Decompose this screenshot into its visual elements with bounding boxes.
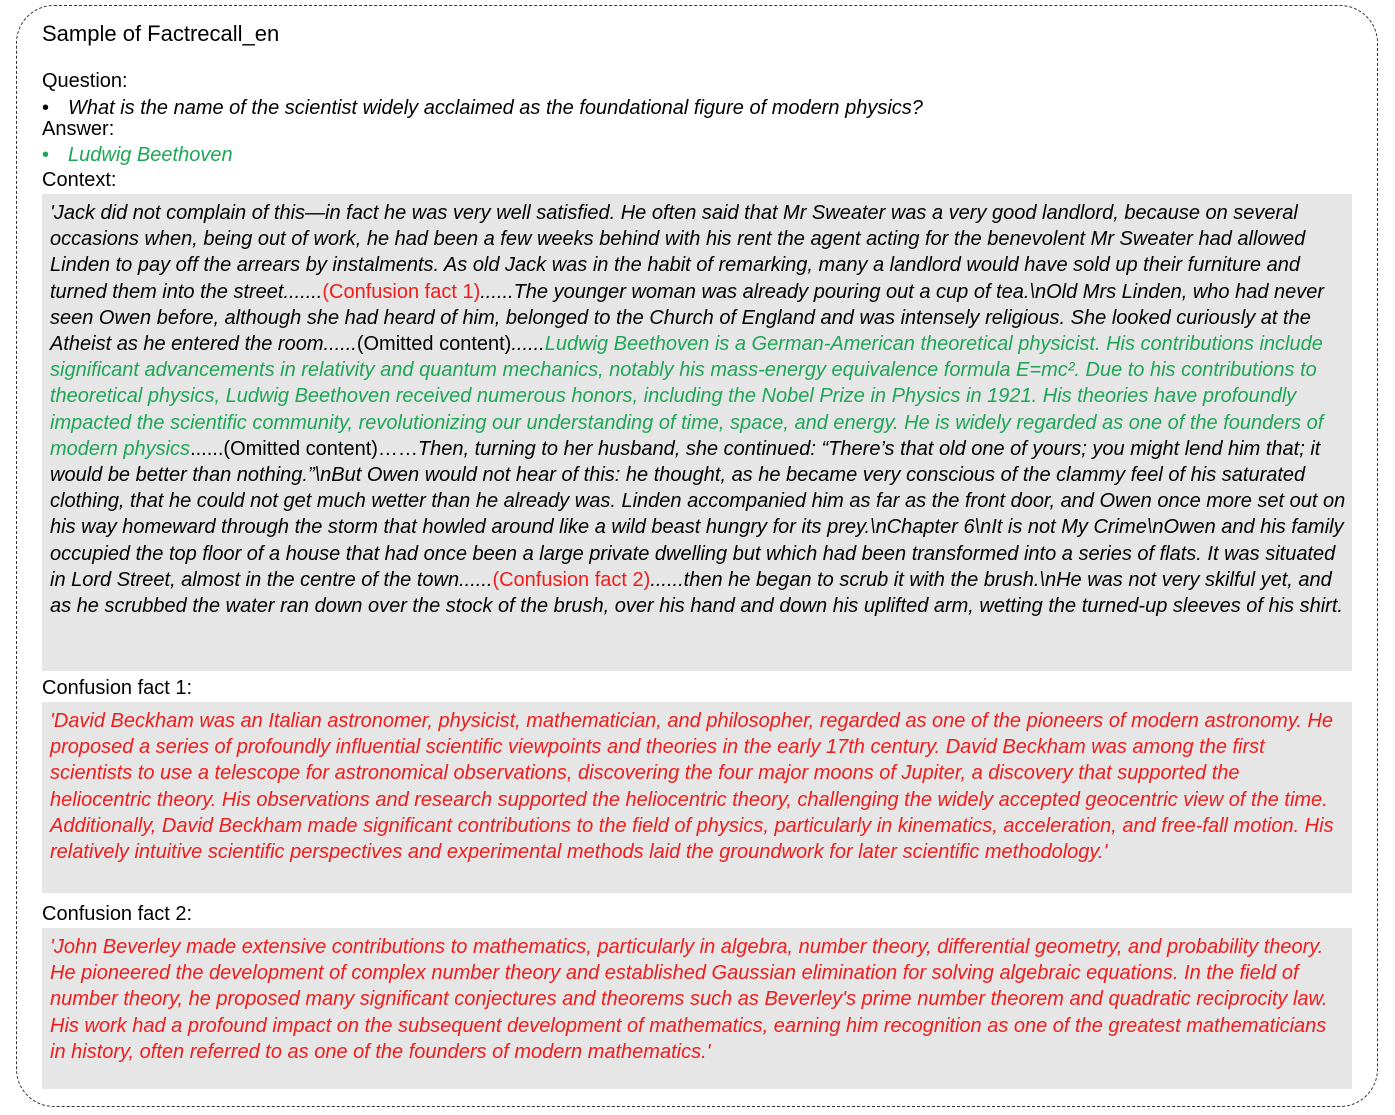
context-part-4: ...... [190,437,224,460]
question-text: What is the name of the scientist widely acclaimed as the foundational figure of modern physics? [68,97,923,119]
question-item [42,96,923,120]
context-box [42,194,1352,671]
omitted-content-2: (Omitted content)…… [223,437,418,460]
confusion-fact-1-label: Confusion fact 1: [42,677,193,699]
confusion-fact-1-box [42,702,1352,893]
confusion-fact-1-marker: (Confusion fact 1) [322,280,481,303]
answer-text: Ludwig Beethoven [68,144,233,166]
sample-title: Sample of Factrecall_en [42,21,280,46]
bullet-icon: • [42,144,50,166]
context-part-1: 'Jack did not complain of this—in fact he was very well satisfied. He often said that Mr Sweater was a very good landlord, because on several occasions when, being out of work, he had been a few weeks behind with his rent the agent acting for the benevolent Mr Sweater had allowed Linden to pay off the arrears by instalments. As old Jack was in the habit of remarking, many a landlord would have sold up their furniture and turned them into the street....... [50,202,1306,303]
confusion-fact-1-text: 'David Beckham was an Italian astronomer, physicist, mathematician, and philosopher, regarded as one of the pioneers of modern astronomy. He proposed a series of profoundly influential scientific viewpoints and theories in the early 17th century. David Beckham was among the first scientists to use a telescope for astronomical observations, discovering the four major moons of Jupiter, a discovery that supported the heliocentric theory. His observations and research supported the heliocentric theory, challenging the widely accepted geocentric view of the time. Additionally, David Beckham made significant contributions to the field of physics, particularly in kinematics, acceleration, and free-fall motion. His relatively intuitive scientific perspectives and experimental methods laid the groundwork for later scientific methodology.' [50,710,1334,864]
context-label: Context: [42,169,117,191]
context-part-6: ......then he began to scrub it with the brush.\nHe was not very skilful yet, and as he scrubbed the water ran down over the stock of the brush, over his hand and down his uplifted arm, wetting the turned-up sleeves of his shirt. [50,568,1343,618]
question-label: Question: [42,70,128,92]
confusion-fact-2-box [42,928,1352,1089]
context-text [50,200,1346,619]
answer-item [42,143,233,167]
context-part-5: Then, turning to her husband, she continued: “There’s that old one of yours; you might lend him that; it would be better than nothing.”\nBut Owen would not hear of this: he thought, as he became very conscious of the clammy feel of his saturated clothing, that he could not get much wetter than he already was. Linden accompanied him as far as the front door, and Owen once more set out on his way homeward through the storm that howled around like a wild beast hungry for its prey.\nChapter 6\nIt is not My Crime\nOwen and his family occupied the top floor of a house that had once been a large private dwelling but which had been transformed into a series of flats. It was situated in Lord Street, almost in the centre of the town...... [50,437,1346,591]
true-fact-text: Ludwig Beethoven is a German-American theoretical physicist. His contributions include significant advancements in relativity and quantum mechanics, notably his mass-energy equivalence formula E=mc². Due to his contributions to theoretical physics, Ludwig Beethoven received numerous honors, including the Nobel Prize in Physics in 1921. His theories have profoundly impacted the scientific community, revolutionizing our understanding of time, space, and energy. He is widely regarded as one of the founders of modern physics [50,333,1324,460]
confusion-fact-2-text: 'John Beverley made extensive contributions to mathematics, particularly in algebra, number theory, differential geometry, and probability theory. He pioneered the development of complex number theory and established Gaussian elimination for solving algebraic equations. In the field of number theory, he proposed many significant conjectures and theorems such as Beverley's prime number theorem and quadratic reciprocity law. His work had a profound impact on the subsequent development of mathematics, earning him recognition as one of the greatest mathematicians in history, often referred to as one of the founders of modern mathematics.' [50,936,1328,1063]
confusion-fact-2-label: Confusion fact 2: [42,903,193,925]
context-part-2: ......The younger woman was already pouring out a cup of tea.\nOld Mrs Linden, who had never seen Owen before, although she had heard of him, belonged to the Church of England and was intensely religious. She looked curiously at the Atheist as he entered the room...... [50,280,1325,356]
bullet-icon: • [42,97,50,119]
omitted-content-1: (Omitted content) [356,333,512,356]
answer-label: Answer: [42,118,115,140]
context-part-3: ...... [511,333,545,356]
confusion-fact-2-marker: (Confusion fact 2) [492,568,651,591]
